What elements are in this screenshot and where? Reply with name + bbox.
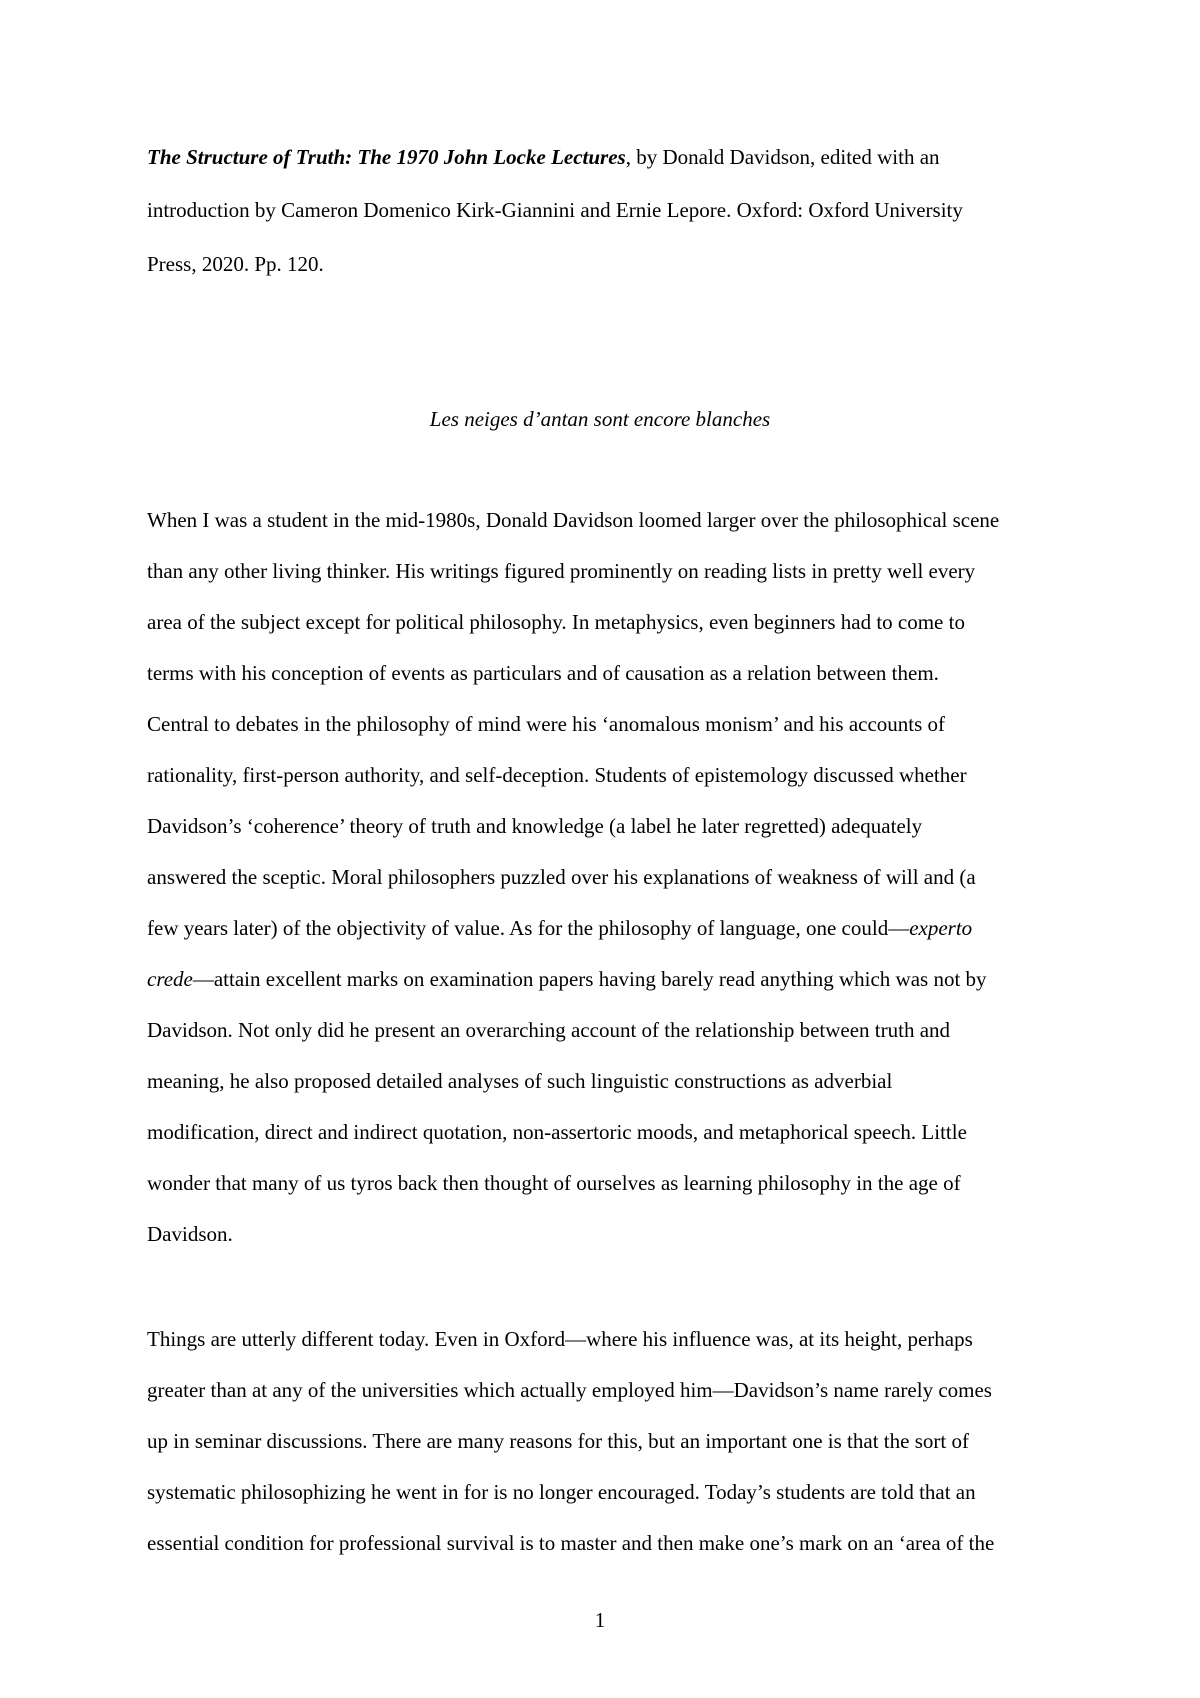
paragraph-2-line: greater than at any of the universities which actually employed him—Davidson’s name rarely comes	[147, 1378, 992, 1402]
paragraph-1-line: rationality, first-person authority, and self-deception. Students of epistemology discussed whether	[147, 763, 967, 787]
text-run: few years later) of the objectivity of value. As for the philosophy of language, one could—	[147, 916, 910, 940]
epigraph: Les neiges d’antan sont encore blanches	[429, 407, 771, 431]
paragraph-1-line: meaning, he also proposed detailed analyses of such linguistic constructions as adverbial	[147, 1069, 893, 1093]
text-run: —attain excellent marks on examination papers having barely read anything which was not by	[192, 967, 987, 991]
latin-phrase: experto	[909, 916, 973, 940]
paragraph-1-line: area of the subject except for political philosophy. In metaphysics, even beginners had to come to	[147, 610, 965, 634]
latin-phrase: crede	[147, 967, 193, 991]
paragraph-1-line: terms with his conception of events as particulars and of causation as a relation between them.	[147, 661, 939, 685]
paragraph-2-line: Things are utterly different today. Even in Oxford—where his influence was, at its height, perhaps	[147, 1327, 973, 1351]
paragraph-1-line: Davidson’s ‘coherence’ theory of truth and knowledge (a label he later regretted) adequately	[147, 814, 923, 838]
paragraph-1-line: than any other living thinker. His writings figured prominently on reading lists in pretty well every	[147, 559, 976, 583]
paragraph-1-line: Davidson.	[147, 1222, 233, 1246]
paragraph-1-line	[147, 965, 987, 993]
paragraph-2-line: up in seminar discussions. There are many reasons for this, but an important one is that the sort of	[147, 1429, 969, 1453]
page-number: 1	[594, 1608, 606, 1632]
book-title: The Structure of Truth: The 1970 John Locke Lectures	[147, 145, 626, 169]
citation-rest: , by Donald Davidson, edited with an	[625, 145, 940, 169]
paragraph-1-line: wonder that many of us tyros back then thought of ourselves as learning philosophy in the age of	[147, 1171, 961, 1195]
citation-line-1	[147, 143, 940, 171]
paragraph-1-line: modification, direct and indirect quotation, non-assertoric moods, and metaphorical speech. Little	[147, 1120, 967, 1144]
paragraph-2-line: essential condition for professional survival is to master and then make one’s mark on an ‘area of the	[147, 1531, 995, 1555]
paragraph-1-line: Central to debates in the philosophy of mind were his ‘anomalous monism’ and his accounts of	[147, 712, 946, 736]
paragraph-1-line: When I was a student in the mid-1980s, Donald Davidson loomed larger over the philosophical scene	[147, 508, 1000, 532]
paragraph-1-line	[147, 914, 972, 942]
paragraph-1-line: Davidson. Not only did he present an overarching account of the relationship between truth and	[147, 1018, 951, 1042]
citation-line-2: introduction by Cameron Domenico Kirk-Giannini and Ernie Lepore. Oxford: Oxford University	[147, 198, 963, 222]
paragraph-2-line: systematic philosophizing he went in for is no longer encouraged. Today’s students are told that an	[147, 1480, 976, 1504]
citation-line-3: Press, 2020. Pp. 120.	[147, 252, 324, 276]
paragraph-1-line: answered the sceptic. Moral philosophers puzzled over his explanations of weakness of will and (a	[147, 865, 976, 889]
